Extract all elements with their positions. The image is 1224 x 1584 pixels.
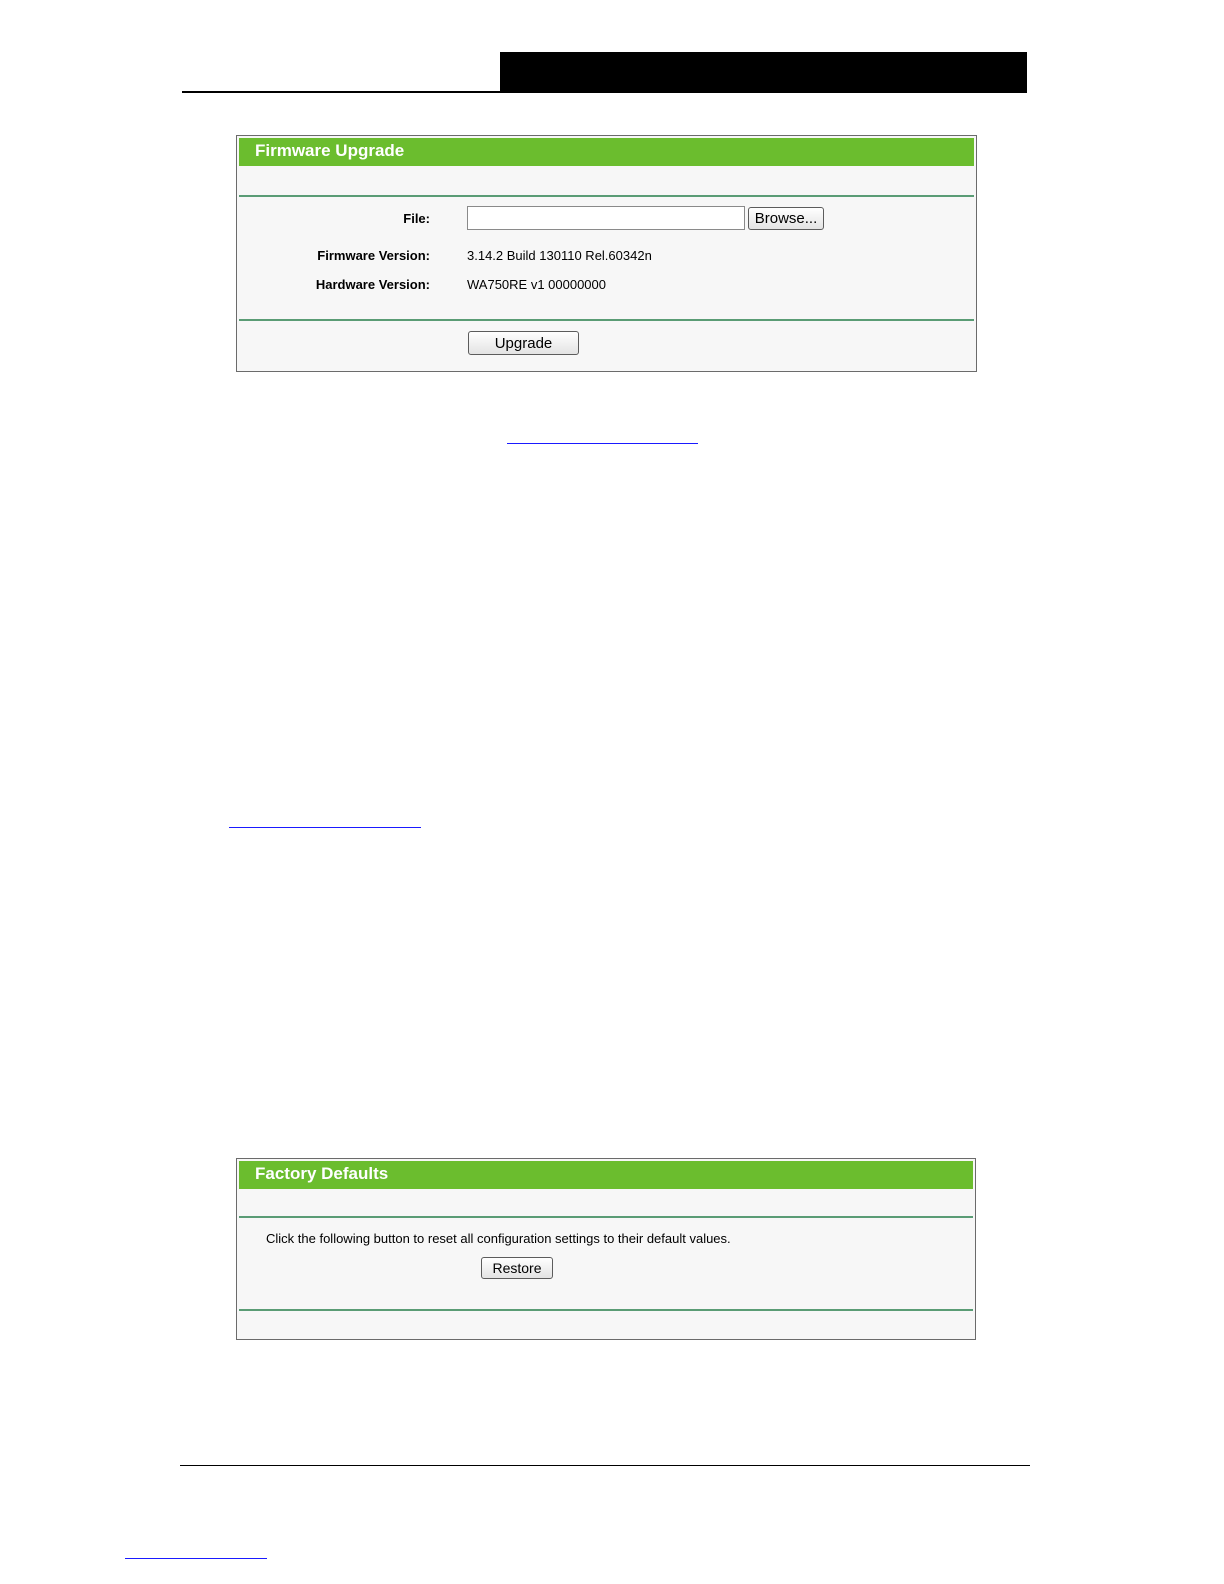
panel-title-bar xyxy=(239,1161,973,1189)
divider xyxy=(239,1216,973,1218)
header-bar xyxy=(500,52,1027,93)
divider xyxy=(239,195,974,197)
restore-button[interactable]: Restore xyxy=(481,1257,553,1279)
divider xyxy=(239,1309,973,1311)
firmware-version-label: Firmware Version: xyxy=(317,248,430,263)
panel-title: Factory Defaults xyxy=(255,1164,389,1183)
panel-title-bar xyxy=(239,138,974,166)
upgrade-button[interactable]: Upgrade xyxy=(468,331,579,355)
hyperlink-underline[interactable] xyxy=(125,1558,267,1559)
hardware-version-value: WA750RE v1 00000000 xyxy=(467,277,607,292)
header-rule xyxy=(182,91,502,93)
firmware-version-value: 3.14.2 Build 130110 Rel.60342n xyxy=(467,248,652,263)
firmware-upgrade-panel xyxy=(236,135,977,372)
footer-rule xyxy=(180,1465,1030,1466)
hyperlink-underline[interactable] xyxy=(507,443,698,444)
file-label: File: xyxy=(403,211,430,226)
divider xyxy=(239,319,974,321)
hyperlink-underline[interactable] xyxy=(229,827,421,828)
factory-defaults-panel xyxy=(236,1158,976,1340)
panel-title: Firmware Upgrade xyxy=(255,141,405,160)
hardware-version-label: Hardware Version: xyxy=(315,277,430,292)
reset-description: Click the following button to reset all configuration settings to their default values. xyxy=(266,1231,731,1246)
file-input[interactable] xyxy=(467,206,745,230)
browse-button[interactable]: Browse... xyxy=(748,207,824,230)
